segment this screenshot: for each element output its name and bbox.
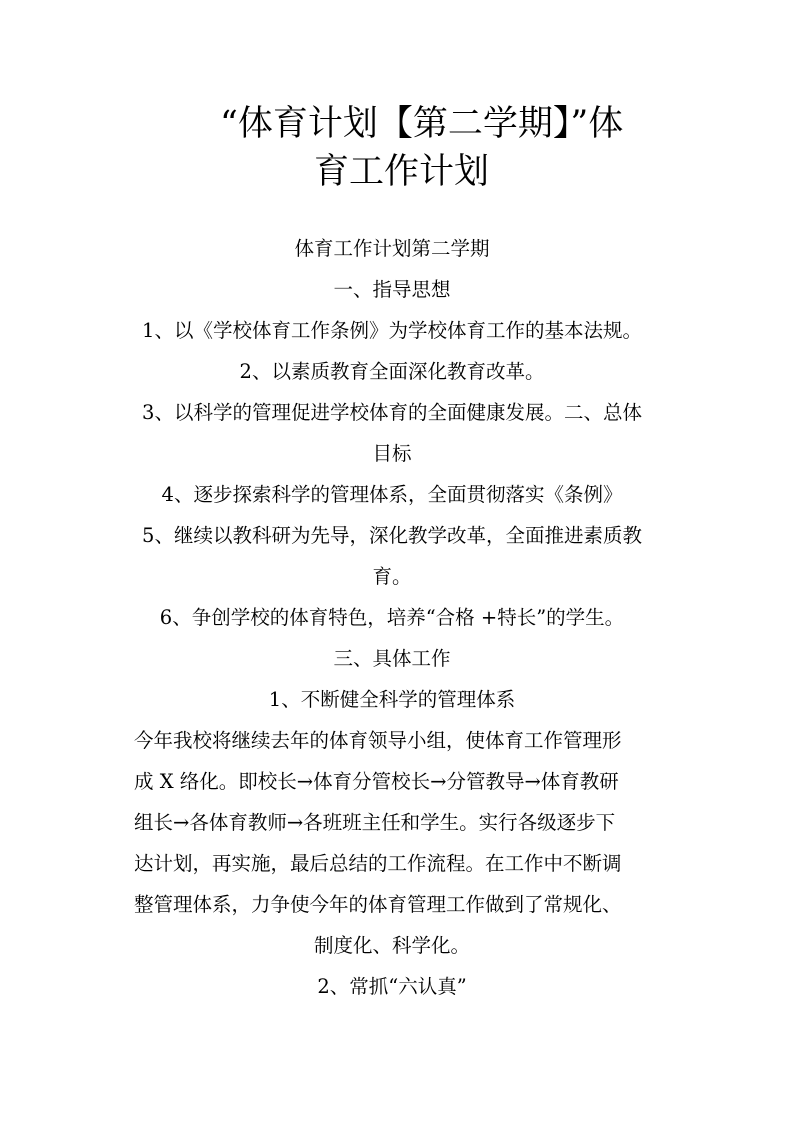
paragraph-line: 目标 <box>372 442 412 465</box>
subsection-heading: 2、常抓“六认真” <box>317 975 467 998</box>
paragraph-line: 整管理体系，力争使今年的体育管理工作做到了常规化、 <box>134 893 622 916</box>
paragraph-line: 3、以科学的管理促进学校体育的全面健康发展。二、总体 <box>142 401 642 424</box>
paragraph-line: 5、继续以教科研为先导，深化教学改革，全面推进素质教 <box>142 524 642 547</box>
paragraph-line: 1、以《学校体育工作条例》为学校体育工作的基本法规。 <box>142 319 642 342</box>
paragraph-line: 6、争创学校的体育特色，培养“合格 +特长”的学生。 <box>159 606 625 629</box>
paragraph-line: 成 X 络化。即校长→体育分管校长→分管教导→体育教研 <box>134 770 619 793</box>
paragraph-line: 今年我校将继续去年的体育领导小组，使体育工作管理形 <box>134 729 622 752</box>
document-body <box>118 228 666 1007</box>
paragraph-line: 2、以素质教育全面深化教育改革。 <box>239 360 545 383</box>
paragraph-line: 4、逐步探索科学的管理体系，全面贯彻落实《条例》 <box>161 483 623 506</box>
paragraph-line: 育。 <box>372 565 412 588</box>
section-heading: 三、具体工作 <box>333 647 451 670</box>
document-title <box>180 100 660 196</box>
subsection-heading: 1、不断健全科学的管理体系 <box>268 688 516 711</box>
title-line-1: “体育计划【第二学期】”体 <box>220 104 624 144</box>
paragraph-line: 达计划，再实施，最后总结的工作流程。在工作中不断调 <box>134 852 622 875</box>
paragraph-line: 组长→各体育教师→各班班主任和学生。实行各级逐步下 <box>134 811 616 834</box>
section-heading: 一、指导思想 <box>333 278 451 301</box>
title-line-2: 育工作计划 <box>314 152 490 192</box>
paragraph-line: 制度化、科学化。 <box>313 934 470 957</box>
subtitle: 体育工作计划第二学期 <box>294 237 490 260</box>
